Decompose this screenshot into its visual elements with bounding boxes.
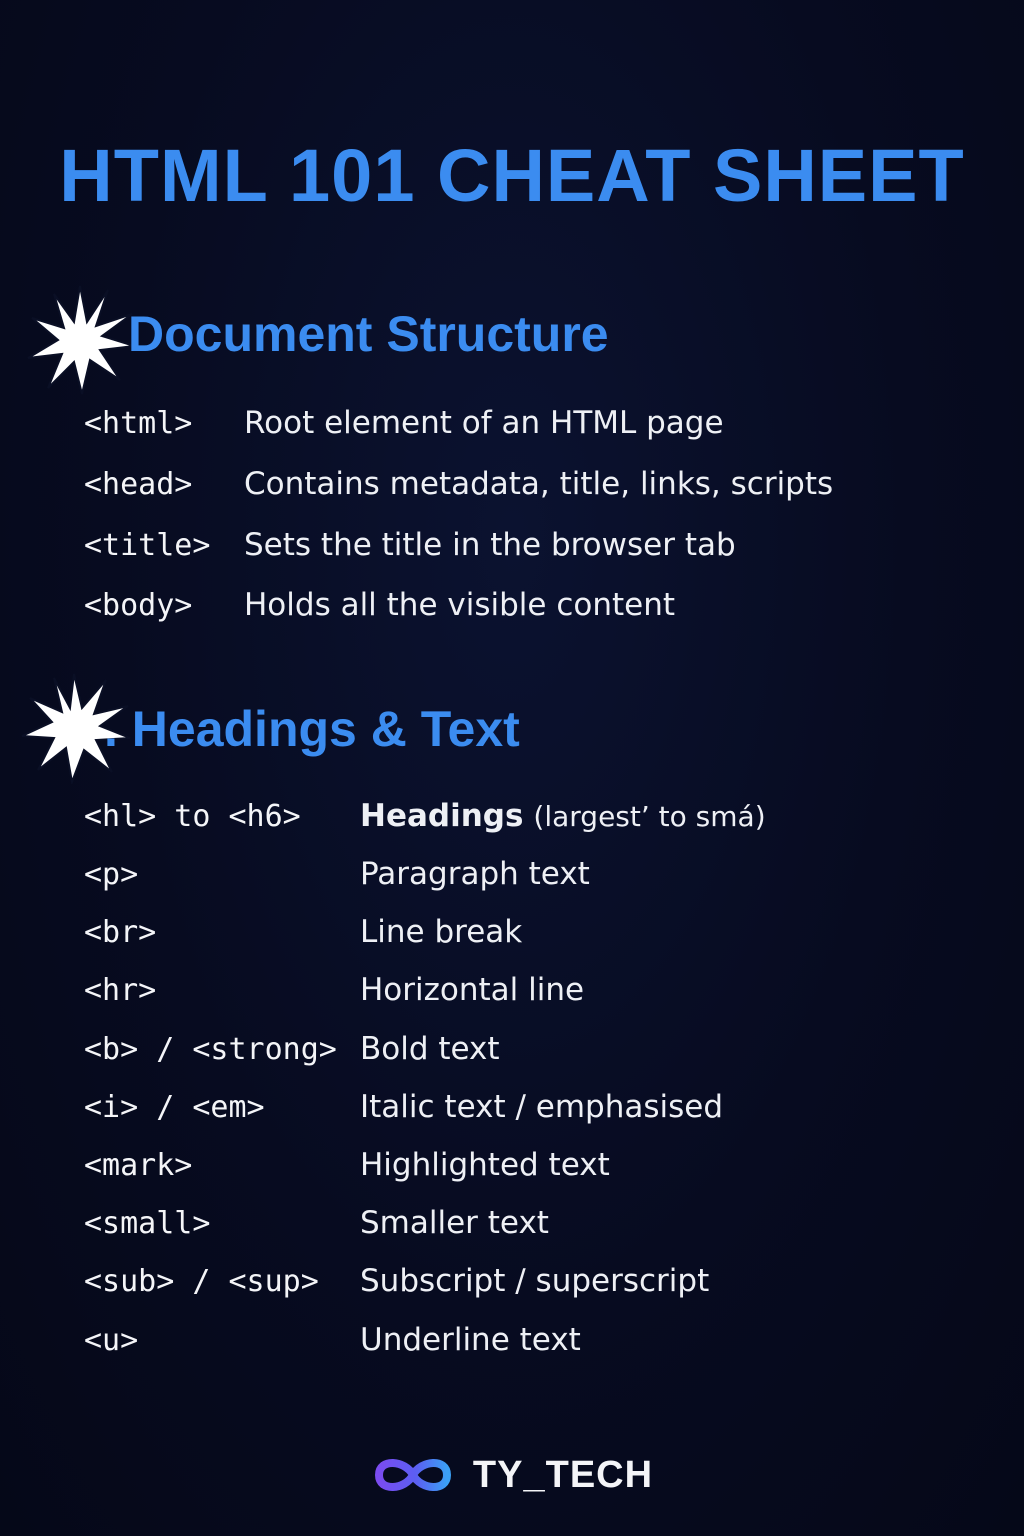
tag-code: <hl> to <h6> [84, 799, 301, 834]
tag-code: <i> / <em> [84, 1090, 265, 1125]
list-item [84, 1089, 723, 1125]
tag-description-bold: Headings [360, 798, 524, 834]
starburst-icon [24, 284, 136, 396]
tag-description: Paragraph text [360, 856, 590, 892]
list-item [84, 914, 522, 950]
tag-description: Bold text [360, 1031, 500, 1067]
tag-code: <u> [84, 1323, 139, 1358]
tag-description: Line break [360, 914, 523, 950]
tag-code: <body> [84, 588, 193, 623]
tag-code: <html> [84, 406, 193, 441]
list-item [84, 405, 724, 441]
tag-description: Highlighted text [360, 1147, 610, 1183]
tag-description: Holds all the visible content [244, 587, 676, 623]
section-title-document-structure: Document Structure [128, 306, 609, 362]
infinity-logo-icon [371, 1452, 455, 1498]
brand-name: TY_TECH [472, 1453, 654, 1496]
page-title: HTML 101 CHEAT SHEET [59, 134, 965, 217]
tag-code: <small> [84, 1206, 211, 1241]
tag-description: Root element of an HTML page [244, 405, 724, 441]
list-item [84, 1263, 709, 1299]
list-item [84, 587, 675, 623]
tag-code: <head> [84, 467, 193, 502]
tag-code: <sub> / <sup> [84, 1264, 319, 1299]
tag-description: Contains metadata, title, links, scripts [244, 466, 834, 502]
list-item [84, 856, 590, 892]
list-item [84, 798, 766, 834]
tag-code: <p> [84, 857, 139, 892]
tag-description: Italic text / emphasised [360, 1089, 724, 1125]
footer-brand [0, 1452, 1024, 1498]
tag-code: <mark> [84, 1148, 193, 1183]
tag-description: Subscript / superscript [360, 1263, 710, 1299]
list-item [84, 1147, 610, 1183]
list-item [84, 1031, 500, 1067]
tag-description: Smaller text [360, 1205, 549, 1241]
tag-code: <br> [84, 915, 157, 950]
list-item [84, 1205, 549, 1241]
section-title-headings-text: . Headings & Text [104, 701, 520, 757]
tag-code: <b> / <strong> [84, 1032, 337, 1067]
list-item [84, 972, 584, 1008]
tag-code: <title> [84, 528, 211, 563]
tag-description: Underline text [360, 1322, 581, 1358]
tag-code: <hr> [84, 973, 157, 1008]
tag-description: Horizontal line [360, 972, 585, 1008]
list-item [84, 466, 833, 502]
list-item [84, 527, 736, 563]
tag-description: (largest’ to smá) [533, 800, 766, 833]
list-item [84, 1322, 581, 1358]
tag-description: Sets the title in the browser tab [244, 527, 736, 563]
